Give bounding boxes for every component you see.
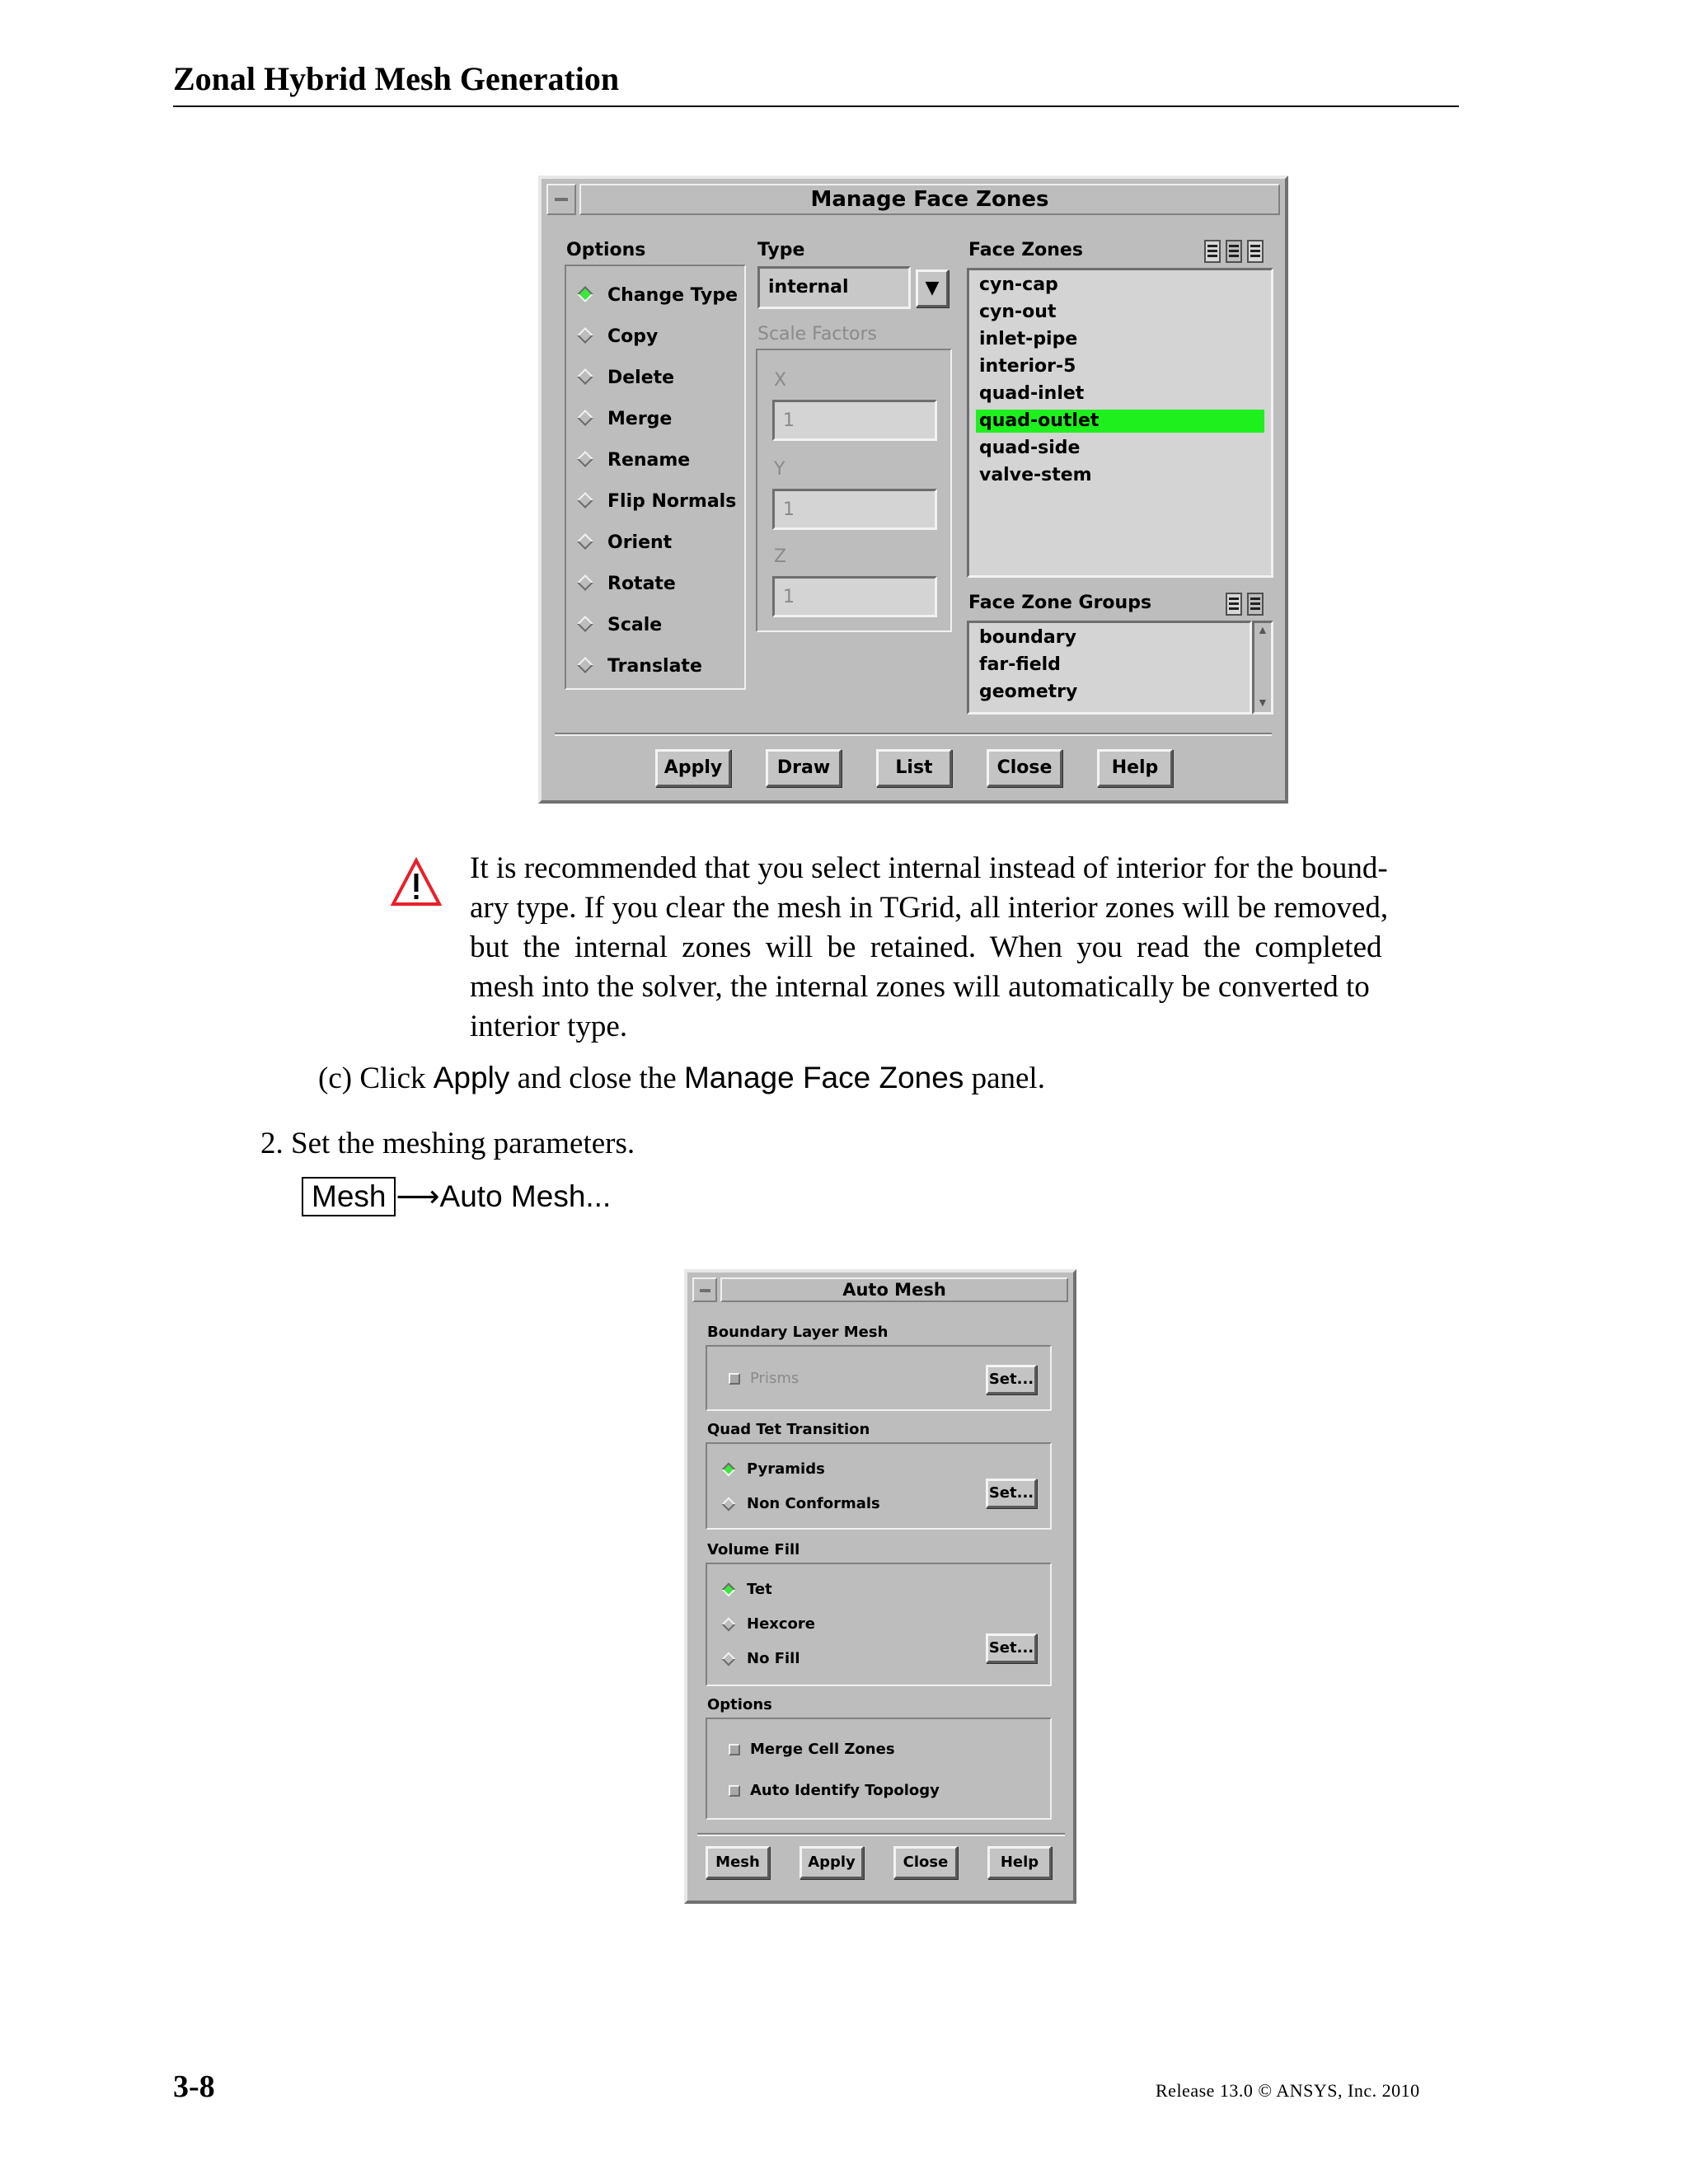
- volume-fill-label: Volume Fill: [707, 1541, 800, 1558]
- face-zone-item[interactable]: cyn-cap: [979, 274, 1058, 295]
- menu-auto-mesh: Auto Mesh...: [439, 1179, 612, 1213]
- option-hexcore[interactable]: [720, 1614, 902, 1638]
- radio-icon: [577, 657, 593, 673]
- option-change-type[interactable]: [574, 282, 739, 310]
- option-copy[interactable]: [574, 323, 739, 351]
- chevron-down-icon: ▼: [925, 278, 940, 298]
- option-non-conformals[interactable]: [720, 1493, 902, 1518]
- step-2-marker: 2.: [260, 1127, 284, 1160]
- draw-button[interactable]: Draw: [766, 749, 842, 787]
- close-button[interactable]: Close: [987, 749, 1062, 787]
- step-c-text: panel.: [971, 1062, 1045, 1095]
- option-tet[interactable]: [720, 1579, 902, 1604]
- checkbox-icon: [729, 1744, 740, 1755]
- option-scale[interactable]: [574, 612, 739, 640]
- face-zone-item[interactable]: interior-5: [979, 356, 1076, 377]
- apply-button[interactable]: Apply: [655, 749, 731, 787]
- auto-mesh-options-label: Options: [707, 1696, 772, 1713]
- auto-mesh-title: Auto Mesh: [720, 1277, 1068, 1302]
- boundary-layer-label: Boundary Layer Mesh: [707, 1324, 889, 1341]
- option-pyramids[interactable]: [720, 1459, 902, 1483]
- auto-mesh-divider: [697, 1833, 1065, 1836]
- option-label: Tet: [747, 1581, 772, 1598]
- radio-icon: [577, 327, 593, 344]
- face-zone-item[interactable]: quad-side: [979, 438, 1081, 458]
- quad-tet-label: Quad Tet Transition: [707, 1421, 870, 1438]
- menu-arrow: ⟶: [396, 1179, 440, 1214]
- radio-selected-icon: [722, 1463, 736, 1477]
- type-dropdown[interactable]: [757, 266, 911, 309]
- step-c-text: and close the: [517, 1062, 677, 1095]
- boundary-layer-set-button[interactable]: Set...: [986, 1365, 1037, 1394]
- step-c-text: Click: [359, 1062, 426, 1095]
- option-label: Non Conformals: [747, 1495, 880, 1512]
- warning-icon: [391, 857, 442, 908]
- page-header: Zonal Hybrid Mesh Generation: [173, 60, 620, 97]
- option-translate[interactable]: [574, 653, 739, 681]
- face-zone-group-item[interactable]: geometry: [979, 682, 1078, 702]
- scale-x-field: [772, 400, 937, 441]
- scale-y-field: [772, 489, 937, 530]
- step-c-panel-name: Manage Face Zones: [683, 1061, 964, 1094]
- option-merge[interactable]: [574, 405, 739, 434]
- note-text: [470, 849, 1500, 1047]
- auto-mesh-apply-button[interactable]: Apply: [799, 1846, 864, 1879]
- header-rule: [173, 105, 1459, 107]
- list-button[interactable]: List: [876, 749, 952, 787]
- option-label: Rename: [607, 450, 691, 471]
- auto-mesh-help-button[interactable]: Help: [987, 1846, 1052, 1879]
- option-no-fill[interactable]: [720, 1648, 902, 1673]
- scale-x-label: X: [774, 370, 787, 391]
- type-value: internal: [768, 277, 849, 298]
- page-number: 3-8: [173, 2069, 215, 2104]
- option-label: Rotate: [607, 574, 676, 594]
- scale-y-value: 1: [783, 499, 795, 520]
- face-zone-groups-list: [967, 621, 1252, 715]
- scroll-down-icon[interactable]: ▼: [1257, 697, 1268, 710]
- radio-selected-icon: [722, 1583, 736, 1597]
- face-zone-item[interactable]: cyn-out: [979, 302, 1057, 322]
- scale-factors-label: Scale Factors: [757, 324, 877, 344]
- note-line: mesh into the solver, the internal zones will automatically be converted to: [470, 970, 1370, 1004]
- deselect-all-groups-icon[interactable]: [1247, 593, 1264, 616]
- note-line: ary type. If you clear the mesh in TGrid, all interior zones will be removed,: [470, 891, 1389, 925]
- prisms-checkbox: [729, 1368, 893, 1393]
- note-line: It is recommended that you select internal instead of interior for the bound-: [470, 851, 1388, 885]
- step-c-marker: (c): [318, 1062, 353, 1095]
- option-orient[interactable]: [574, 529, 739, 557]
- note-line: but the internal zones will be retained. When you read the completed: [470, 930, 1382, 964]
- quad-tet-set-button[interactable]: Set...: [986, 1479, 1037, 1508]
- face-zone-item[interactable]: quad-inlet: [979, 383, 1085, 404]
- options-label: Options: [566, 240, 646, 260]
- face-zone-group-item[interactable]: far-field: [979, 654, 1061, 675]
- radio-selected-icon: [577, 286, 593, 302]
- face-zone-item-selected[interactable]: quad-outlet: [976, 410, 1264, 433]
- match-icon[interactable]: [1247, 240, 1264, 263]
- radio-icon: [577, 616, 593, 632]
- option-label: No Fill: [747, 1650, 800, 1667]
- panel-divider: [555, 733, 1272, 736]
- face-zone-item[interactable]: valve-stem: [979, 465, 1092, 485]
- radio-icon: [577, 574, 593, 591]
- radio-icon: [722, 1652, 736, 1666]
- panel-title: Manage Face Zones: [579, 184, 1280, 215]
- step-2-text: Set the meshing parameters.: [291, 1127, 635, 1160]
- option-flip-normals[interactable]: [574, 488, 739, 516]
- auto-mesh-panel: [684, 1269, 1076, 1904]
- option-label: Translate: [607, 656, 702, 677]
- option-label: Pyramids: [747, 1460, 825, 1478]
- scroll-up-icon[interactable]: ▲: [1257, 625, 1268, 637]
- menu-path: [302, 1177, 611, 1216]
- menu-mesh-box: Mesh: [302, 1177, 396, 1216]
- radio-icon: [722, 1497, 736, 1511]
- window-menu-button[interactable]: [546, 184, 576, 215]
- face-zone-item[interactable]: inlet-pipe: [979, 329, 1078, 349]
- checkbox-icon: [729, 1373, 740, 1385]
- face-zone-groups-label: Face Zone Groups: [968, 593, 1152, 613]
- groups-scrollbar[interactable]: [1252, 621, 1273, 715]
- step-2: [260, 1124, 635, 1164]
- help-button[interactable]: Help: [1097, 749, 1173, 787]
- note-line: interior type.: [470, 1010, 628, 1043]
- option-label: Scale: [607, 615, 663, 635]
- option-label: Hexcore: [747, 1615, 816, 1633]
- option-label: Delete: [607, 368, 675, 388]
- manage-face-zones-panel: [538, 176, 1288, 804]
- scale-z-field: [772, 576, 937, 617]
- auto-mesh-close-button[interactable]: Close: [893, 1846, 958, 1879]
- select-all-groups-icon[interactable]: [1226, 593, 1242, 616]
- select-all-icon[interactable]: [1204, 240, 1221, 263]
- type-label: Type: [757, 240, 805, 260]
- option-label: Orient: [607, 532, 673, 553]
- checkbox-icon: [729, 1785, 740, 1797]
- radio-icon: [577, 492, 593, 509]
- volume-fill-set-button[interactable]: Set...: [986, 1633, 1037, 1663]
- scale-z-value: 1: [783, 587, 795, 607]
- option-label: Copy: [607, 326, 659, 347]
- option-label: Auto Identify Topology: [750, 1782, 940, 1799]
- step-c: [318, 1058, 1045, 1099]
- merge-cell-zones-checkbox[interactable]: [729, 1739, 976, 1764]
- step-c-apply: Apply: [433, 1061, 510, 1094]
- radio-icon: [577, 368, 593, 385]
- scale-x-value: 1: [783, 410, 795, 431]
- radio-icon: [577, 410, 593, 426]
- release-note: Release 13.0 © ANSYS, Inc. 2010: [1156, 2080, 1420, 2101]
- option-rotate[interactable]: [574, 570, 739, 598]
- window-menu-button[interactable]: [692, 1277, 717, 1302]
- scale-y-label: Y: [774, 459, 785, 480]
- option-delete[interactable]: [574, 364, 739, 392]
- type-dropdown-button[interactable]: [916, 269, 949, 307]
- face-zones-list: [967, 268, 1273, 578]
- radio-icon: [577, 451, 593, 467]
- option-rename[interactable]: [574, 447, 739, 475]
- option-label: Merge: [607, 409, 673, 429]
- auto-identify-topology-checkbox[interactable]: [729, 1780, 976, 1805]
- mesh-button[interactable]: Mesh: [706, 1846, 770, 1879]
- scale-z-label: Z: [774, 546, 787, 567]
- face-zones-label: Face Zones: [968, 240, 1083, 260]
- option-label: Change Type: [607, 285, 738, 306]
- radio-icon: [722, 1618, 736, 1632]
- face-zone-group-item[interactable]: boundary: [979, 627, 1076, 648]
- option-label: Flip Normals: [607, 491, 737, 512]
- option-label: Merge Cell Zones: [750, 1741, 895, 1758]
- prisms-label: Prisms: [750, 1370, 799, 1387]
- deselect-all-icon[interactable]: [1226, 240, 1242, 263]
- radio-icon: [577, 533, 593, 550]
